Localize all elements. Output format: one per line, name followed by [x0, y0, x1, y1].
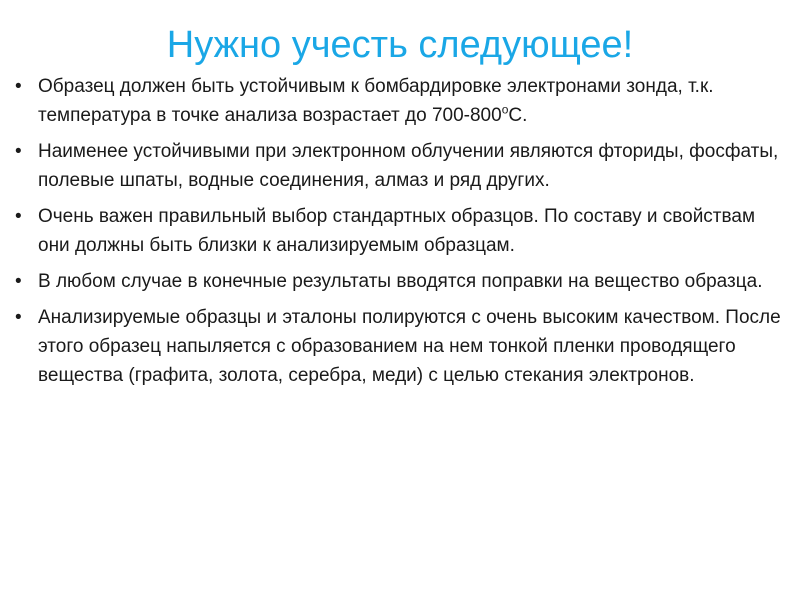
bullet-text: Наименее устойчивыми при электронном облучении являются фториды, фосфаты, полевые шпаты, водные соединения, алмаз и ряд других.: [38, 141, 779, 191]
bullet-text: [38, 76, 714, 126]
slide-title: Нужно учесть следующее!: [166, 24, 634, 66]
bullet-item: [14, 202, 786, 260]
bullet-item: [14, 267, 786, 296]
bullet-text: Анализируемые образцы и эталоны полируются с очень высоким качеством. После этого образец напыляется с образованием на нем тонкой пленки проводящего вещества (графита, золота, серебра, меди) с целью стекания электронов.: [38, 307, 781, 386]
bullet-text: В любом случае в конечные результаты вводятся поправки на вещество образца.: [38, 271, 763, 292]
bullet-text: Очень важен правильный выбор стандартных образцов. По составу и свойствам они должны быть близки к анализируемым образцам.: [38, 206, 756, 256]
bullet-text-main: Образец должен быть устойчивым к бомбардировке электронами зонда, т.к. температура в точке анализа возрастает до 700-800: [38, 76, 714, 126]
bullet-marker: •: [15, 271, 22, 292]
bullet-item: [14, 72, 786, 130]
bullet-item: [14, 303, 786, 390]
bullet-marker: •: [15, 76, 22, 97]
bullet-marker: •: [15, 141, 22, 162]
bullet-marker: •: [15, 307, 22, 328]
bullet-item: [14, 137, 786, 195]
bullet-marker: •: [15, 206, 22, 227]
degree-superscript: о: [501, 102, 509, 117]
bullet-list: [14, 72, 786, 397]
bullet-text-suffix: С.: [508, 105, 528, 126]
